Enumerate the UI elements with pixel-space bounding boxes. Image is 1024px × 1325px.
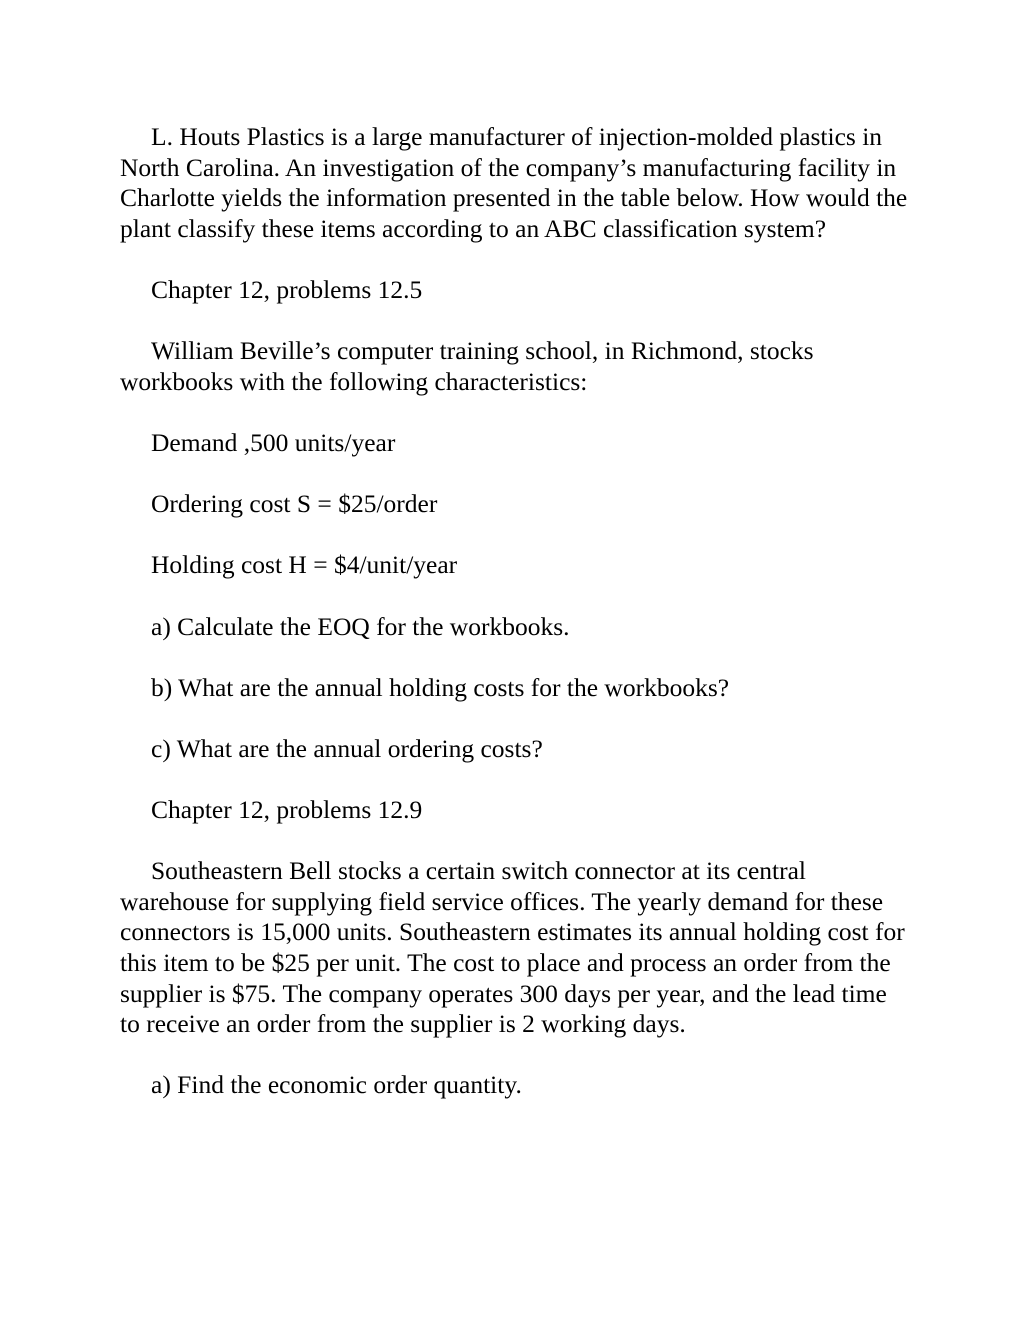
question-c-ordering: c) What are the annual ordering costs? — [151, 733, 543, 763]
chapter-heading-12-5: Chapter 12, problems 12.5 — [151, 274, 423, 304]
ordering-cost-line: Ordering cost S = $25/order — [151, 489, 438, 519]
document-page — [120, 122, 910, 1132]
question-a-economic-order-quantity: a) Find the economic order quantity. — [151, 1070, 522, 1100]
problem-abc-intro: L. Houts Plastics is a large manufacturer of injection-molded plastics in North Carolina. An investigation of the company’s manufacturing facility in Charlotte yields the information presented in the table below. How would the plant classify these items according to an ABC classification system? — [120, 122, 908, 243]
demand-line: Demand ,500 units/year — [151, 427, 396, 457]
problem-southeastern-bell: Southeastern Bell stocks a certain switch connector at its central warehouse for supplying field service offices. The yearly demand for these connectors is 15,000 units. Southeastern estimates its annual holding cost for this item to be $25 per unit. The cost to place and process an order from the supplier is $75. The company operates 300 days per year, and the lead time to receive an order from the supplier is 2 working days. — [120, 856, 905, 1039]
question-b-holding: b) What are the annual holding costs for the workbooks? — [151, 672, 730, 702]
question-a-eoq: a) Calculate the EOQ for the workbooks. — [151, 611, 570, 641]
holding-cost-line: Holding cost H = $4/unit/year — [151, 550, 458, 580]
problem-workbooks-intro: William Beville’s computer training school, in Richmond, stocks workbooks with the following characteristics: — [120, 336, 814, 396]
chapter-heading-12-9: Chapter 12, problems 12.9 — [151, 795, 423, 825]
